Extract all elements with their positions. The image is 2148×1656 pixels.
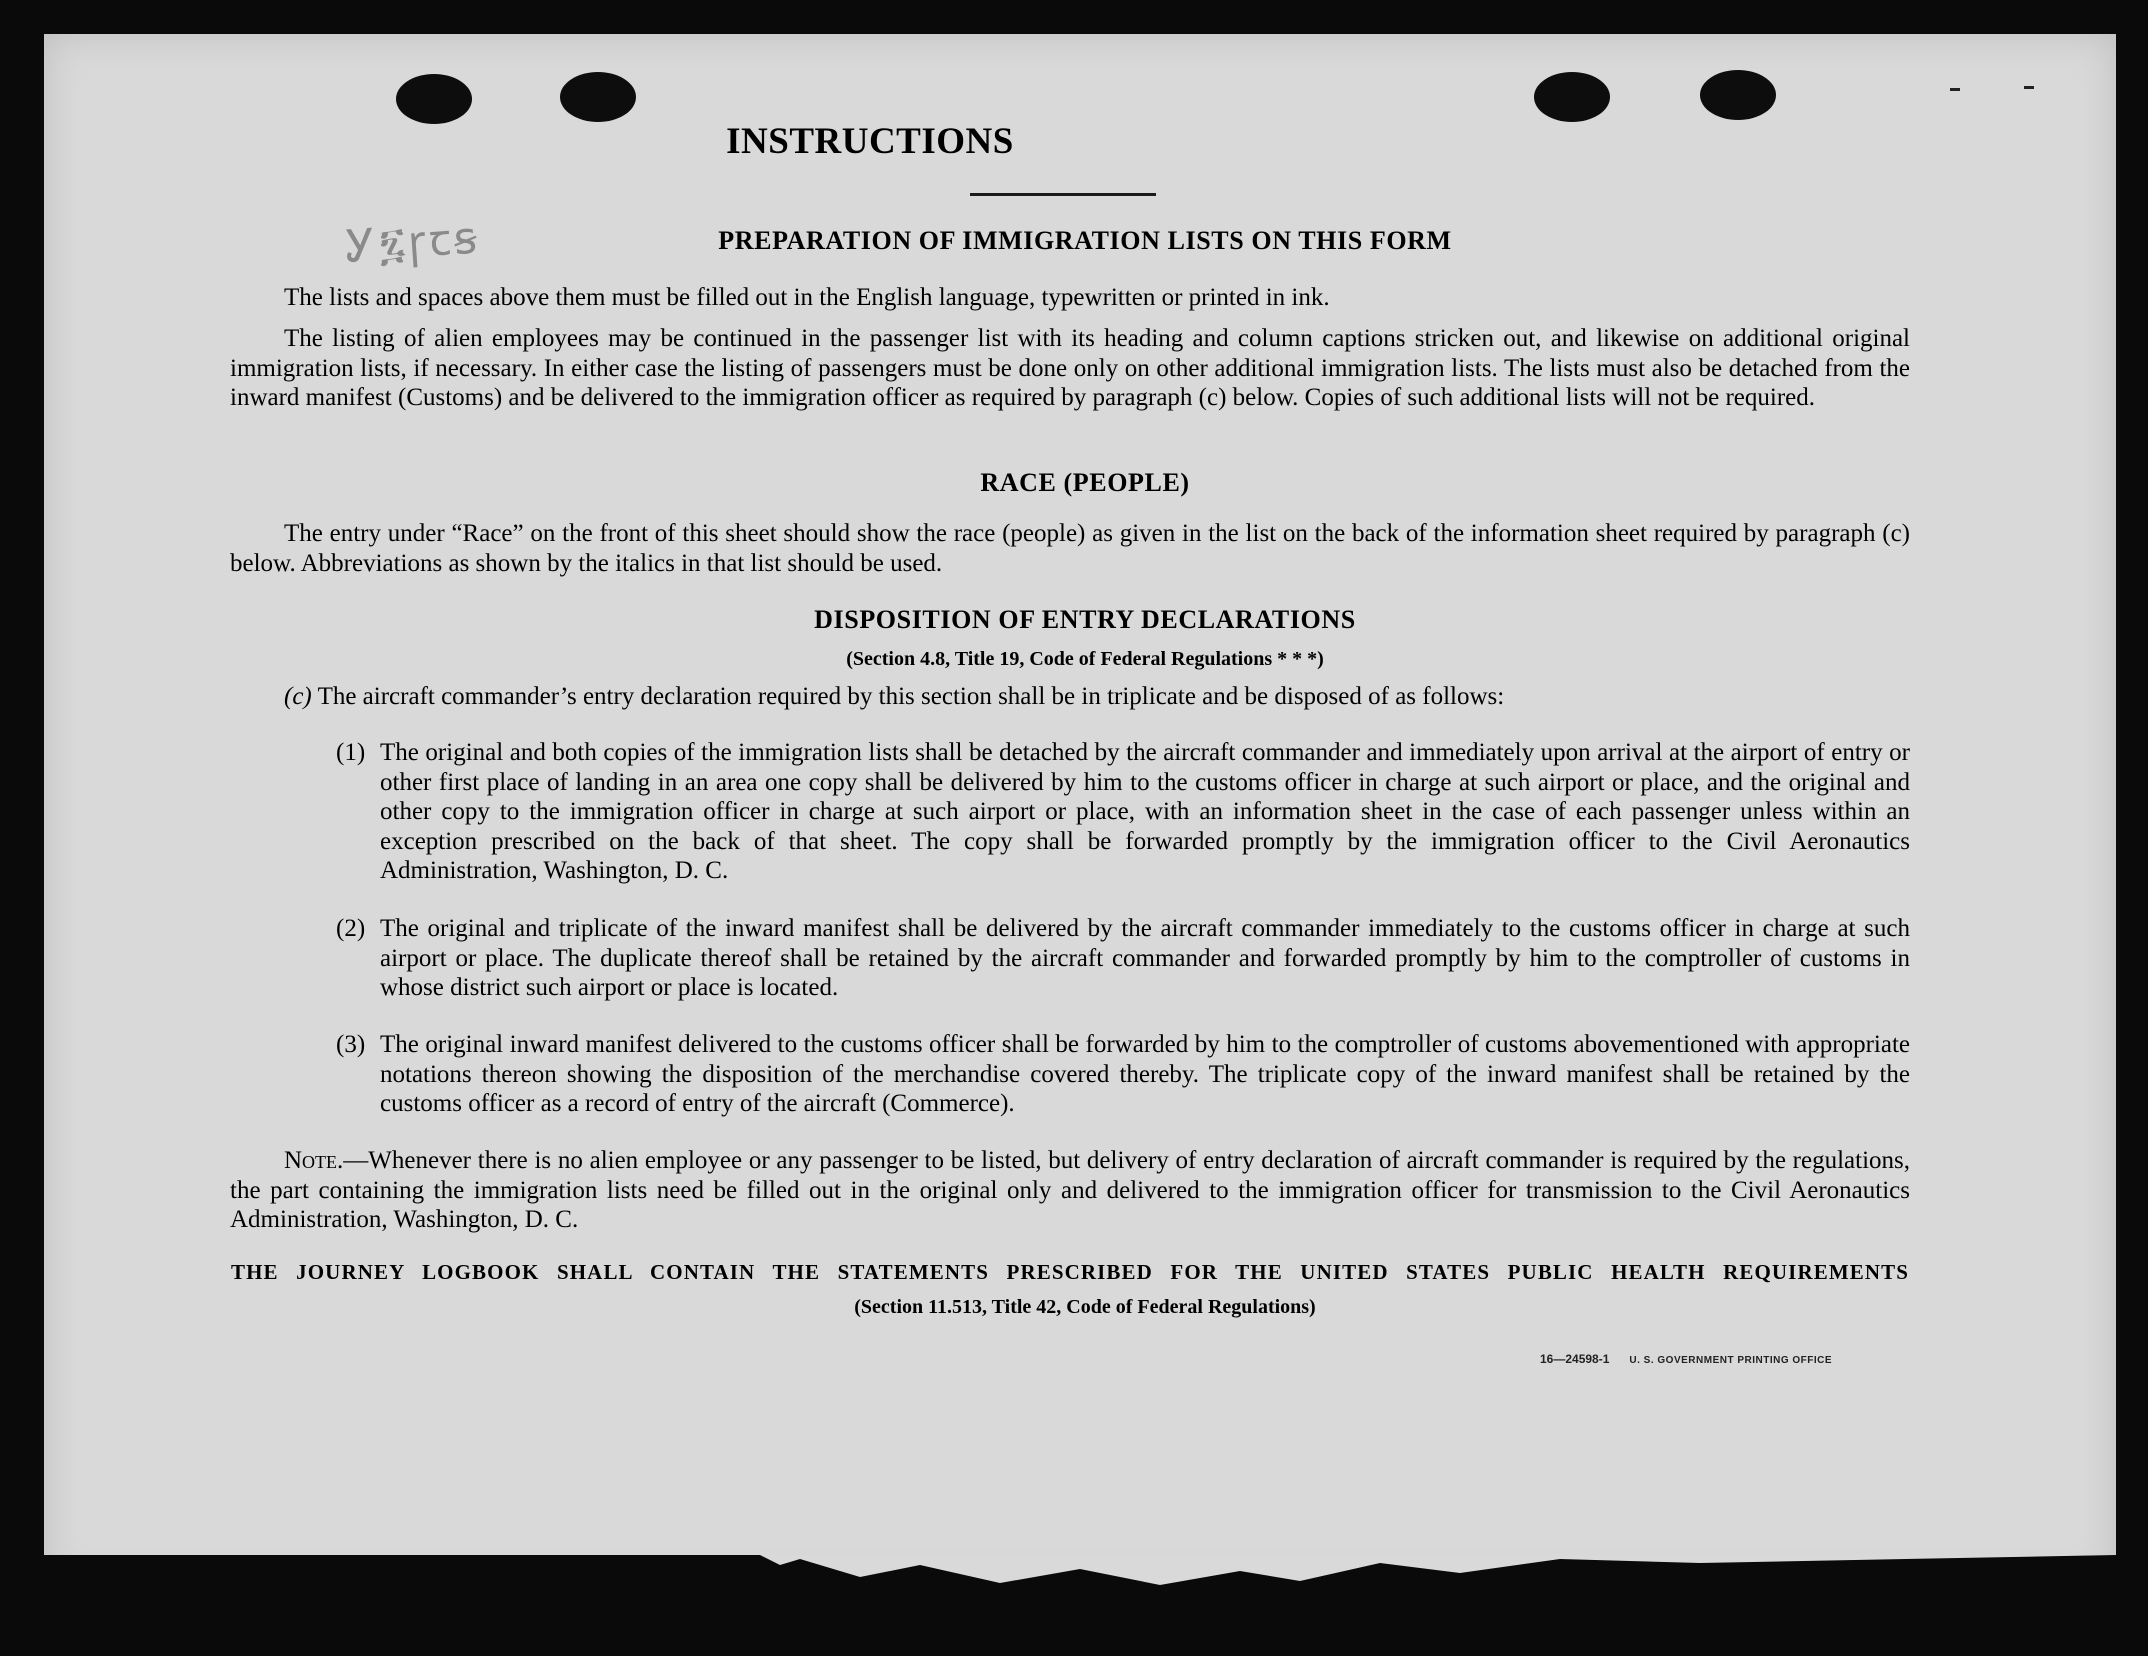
preparation-paragraph-2 xyxy=(230,324,1910,413)
disposition-citation: (Section 4.8, Title 19, Code of Federal Regulations * * *) xyxy=(846,648,1324,670)
item-number: (2) xyxy=(336,915,366,942)
preparation-paragraph-1-text: The lists and spaces above them must be filled out in the English language, typewritten or printed in ink. xyxy=(284,284,1330,311)
page-title: INSTRUCTIONS xyxy=(726,121,1014,162)
handwritten-annotation: Ꭹ፯ꞅꞇꞩ xyxy=(343,212,482,273)
punch-hole-1 xyxy=(396,74,472,124)
punch-hole-4 xyxy=(1700,70,1776,120)
intro-text: The aircraft commander’s entry declaration required by this section shall be in triplicate and be disposed of as follows: xyxy=(317,683,1505,710)
race-paragraph-text: The entry under “Race” on the front of this sheet should show the race (people) as given in the list on the back of the information sheet required by paragraph (c) below. Abbreviations as shown by the italics in that list should be used. xyxy=(230,520,1910,577)
note-text: —Whenever there is no alien employee or any passenger to be listed, but delivery of entry declaration of aircraft commander is required by the regulations, the part containing the immigration lists need be filled out in the original only and delivered to the immigration officer for transmission to the Civil Aeronautics Administration, Washington, D. C. xyxy=(230,1147,1910,1233)
item-text: The original and both copies of the immigration lists shall be detached by the aircraft commander and immediately upon arrival at the airport of entry or other first place of landing in an area one copy shall be delivered by him to the customs officer in charge at such airport or place, and the original and other copy to the immigration officer in charge at such airport or place, with an information sheet in the case of each passenger unless within an exception prescribed on the back of that sheet. The copy shall be forwarded promptly by the immigration officer to the Civil Aeronautics Administration, Washington, D. C. xyxy=(380,739,1910,884)
item-text: The original and triplicate of the inward manifest shall be delivered by the aircraft commander immediately to the customs officer in charge at such airport or place. The duplicate thereof shall be retained by the aircraft commander and forwarded promptly by him to the comptroller of customs in whose district such airport or place is located. xyxy=(380,915,1910,1001)
item-number: (3) xyxy=(336,1031,366,1058)
race-heading: RACE (PEOPLE) xyxy=(980,468,1190,497)
edge-mark xyxy=(2024,86,2034,89)
note-paragraph xyxy=(230,1146,1910,1235)
preparation-heading: PREPARATION OF IMMIGRATION LISTS ON THIS FORM xyxy=(718,226,1452,255)
disposition-item-2 xyxy=(336,914,1910,1003)
intro-label: (c) xyxy=(284,683,312,710)
public-health-statement: THE JOURNEY LOGBOOK SHALL CONTAIN THE STATEMENTS PRESCRIBED FOR THE UNITED STATES PUBLIC HEALTH REQUIREMENTS xyxy=(231,1260,1909,1284)
disposition-intro xyxy=(284,682,1910,712)
note-label: Note. xyxy=(284,1147,344,1174)
punch-hole-3 xyxy=(1534,72,1610,122)
torn-bottom-edge xyxy=(0,1555,2148,1656)
item-text: The original inward manifest delivered to the customs officer shall be forwarded by him to the comptroller of customs abovementioned with appropriate notations thereon showing the disposition of the merchandise covered thereby. The triplicate copy of the inward manifest shall be retained by the customs officer as a record of entry of the aircraft (Commerce). xyxy=(380,1031,1910,1117)
printer-imprint xyxy=(1540,1352,1832,1366)
public-health-citation: (Section 11.513, Title 42, Code of Federal Regulations) xyxy=(854,1296,1316,1318)
preparation-paragraph-2-text: The listing of alien employees may be continued in the passenger list with its heading and column captions stricken out, and likewise on additional original immigration lists, if necessary. In either case the listing of passengers must be done only on other additional immigration lists. The lists must also be detached from the inward manifest (Customs) and be delivered to the immigration officer as required by paragraph (c) below. Copies of such additional lists will not be required. xyxy=(230,325,1910,411)
disposition-item-3 xyxy=(336,1030,1910,1119)
item-number: (1) xyxy=(336,739,366,766)
disposition-heading: DISPOSITION OF ENTRY DECLARATIONS xyxy=(814,605,1356,634)
race-paragraph xyxy=(230,519,1910,578)
disposition-item-1 xyxy=(336,738,1910,886)
form-number: 16—24598-1 xyxy=(1540,1352,1610,1366)
printer-name: U. S. GOVERNMENT PRINTING OFFICE xyxy=(1629,1355,1833,1366)
preparation-paragraph-1 xyxy=(230,283,1910,313)
title-underline xyxy=(970,193,1156,196)
punch-hole-2 xyxy=(560,72,636,122)
edge-mark xyxy=(1950,88,1960,91)
